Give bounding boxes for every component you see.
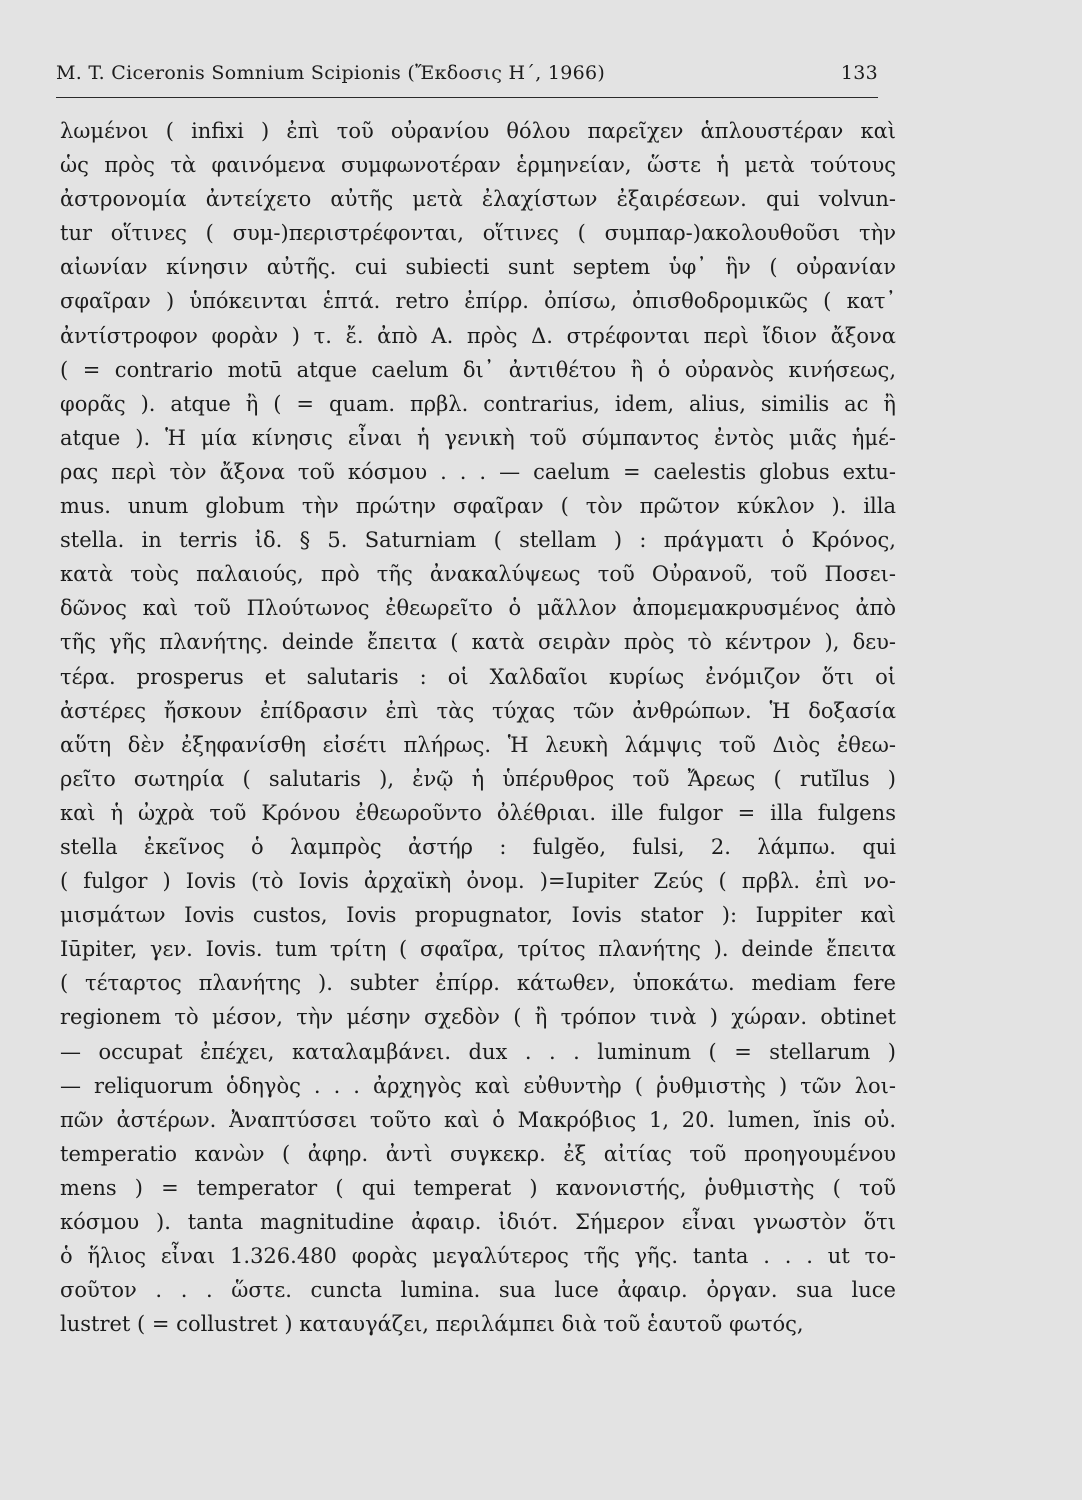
text-line: regionem τὸ μέσον, τὴν μέσην σχεδὸν ( ἢ τρόπον τινὰ ) χώραν. obtinet: [60, 1005, 896, 1030]
text-line: ὡς πρὸς τὰ φαινόμενα συμφωνοτέραν ἑρμηνείαν, ὥστε ἡ μετὰ τούτους: [60, 153, 896, 178]
text-line: — reliquorum ὁδηγὸς . . . ἀρχηγὸς καὶ εὐθυντὴρ ( ῥυθμιστὴς ) τῶν λοι-: [60, 1073, 896, 1098]
text-line: κόσμου ). tanta magnitudine ἀφαιρ. ἰδιότ. Σήμερον εἶναι γνωστὸν ὅτι: [60, 1210, 896, 1234]
header-rule: [56, 97, 878, 98]
text-line: Iūpiter, γεν. Iovis. tum τρίτη ( σφαῖρα, τρίτος πλανήτης ). deinde ἔπειτα: [60, 937, 896, 962]
text-line: μισμάτων Iovis custos, Iovis propugnator, Iovis stator ): Iuppiter καὶ: [60, 903, 896, 928]
text-line: stella. in terris ἰδ. § 5. Saturniam ( stellam ) : πράγματι ὁ Κρόνος,: [60, 528, 896, 553]
text-line: ἀστρονομία ἀντείχετο αὐτῆς μετὰ ἐλαχίστων ἐξαιρέσεων. qui volvun-: [60, 187, 896, 212]
running-head: [56, 62, 878, 92]
text-line: — occupat ἐπέχει, καταλαμβάνει. dux . . . luminum ( = stellarum ): [60, 1039, 896, 1064]
text-line: lustret ( = collustret ) καταυγάζει, περιλάμπει διὰ τοῦ ἑαυτοῦ φωτός,: [60, 1312, 804, 1337]
text-line: καὶ ἡ ὠχρὰ τοῦ Κρόνου ἐθεωροῦντο ὀλέθριαι. ille fulgor = illa fulgens: [60, 800, 896, 825]
text-line: δῶνος καὶ τοῦ Πλούτωνος ἐθεωρεῖτο ὁ μᾶλλον ἀπομεμακρυσμένος ἀπὸ: [60, 596, 896, 621]
text-line: ἀντίστροφον φορὰν ) τ. ἔ. ἀπὸ Α. πρὸς Δ. στρέφονται περὶ ἴδιον ἄξονα: [60, 323, 896, 348]
text-line: λωμένοι ( infixi ) ἐπὶ τοῦ οὐρανίου θόλου παρεῖχεν ἁπλουστέραν καὶ: [60, 119, 896, 143]
text-line: stella ἐκεῖνος ὁ λαμπρὸς ἀστήρ : fulgĕo, fulsi, 2. λάμπω. qui: [60, 834, 896, 859]
text-line: ( = contrario motū atque caelum δι᾽ ἀντιθέτου ἢ ὁ οὐρανὸς κινήσεως,: [60, 357, 896, 382]
text-line: mens ) = temperator ( qui temperat ) κανονιστής, ῥυθμιστὴς ( τοῦ: [60, 1175, 896, 1200]
text-line: κατὰ τοὺς παλαιούς, πρὸ τῆς ἀνακαλύψεως τοῦ Οὐρανοῦ, τοῦ Ποσει-: [60, 562, 896, 587]
text-line: ρεῖτο σωτηρία ( salutaris ), ἐνῷ ἡ ὑπέρυθρος τοῦ Ἄρεως ( rutĭlus ): [60, 766, 896, 791]
text-line: αὕτη δὲν ἐξηφανίσθη εἰσέτι πλήρως. Ἡ λευκὴ λάμψις τοῦ Διὸς ἐθεω-: [60, 732, 896, 757]
text-line: τέρα. prosperus et salutaris : οἱ Χαλδαῖοι κυρίως ἐνόμιζον ὅτι οἱ: [60, 664, 896, 689]
text-line: σοῦτον . . . ὥστε. cuncta lumina. sua luce ἀφαιρ. ὀργαν. sua luce: [60, 1278, 896, 1303]
text-line: temperatio κανὼν ( ἀφηρ. ἀντὶ συγκεκρ. ἐξ αἰτίας τοῦ προηγουμένου: [60, 1141, 896, 1166]
text-line: tur οἵτινες ( συμ-)περιστρέφονται, οἵτινες ( συμπαρ-)ακολουθοῦσι τὴν: [60, 221, 896, 246]
text-line: ἀστέρες ἤσκουν ἐπίδρασιν ἐπὶ τὰς τύχας τῶν ἀνθρώπων. Ἡ δοξασία: [60, 698, 896, 723]
text-line: atque ). Ἡ μία κίνησις εἶναι ἡ γενικὴ τοῦ σύμπαντος ἐντὸς μιᾶς ἡμέ-: [60, 425, 896, 450]
text-line: αἰωνίαν κίνησιν αὐτῆς. cui subiecti sunt septem ὑφ᾽ ἣν ( οὐρανίαν: [60, 255, 896, 280]
text-line: πῶν ἀστέρων. Ἀναπτύσσει τοῦτο καὶ ὁ Μακρόβιος 1, 20. lumen, ĭnis οὐ.: [60, 1107, 896, 1132]
text-line: ( τέταρτος πλανήτης ). subter ἐπίρρ. κάτωθεν, ὑποκάτω. mediam fere: [60, 971, 896, 996]
text-line: ρας περὶ τὸν ἄξονα τοῦ κόσμου . . . — caelum = caelestis globus extu-: [60, 459, 896, 484]
text-line: φορᾶς ). atque ἢ ( = quam. πρβλ. contrarius, idem, alius, similis ac ἢ: [60, 391, 896, 416]
text-line: mus. unum globum τὴν πρώτην σφαῖραν ( τὸν πρῶτον κύκλον ). illa: [60, 494, 896, 519]
page-number: 133: [840, 62, 878, 84]
text-line: ὁ ἥλιος εἶναι 1.326.480 φορὰς μεγαλύτερος τῆς γῆς. tanta . . . ut το-: [60, 1244, 896, 1269]
commentary-text: [60, 114, 896, 1341]
text-line: τῆς γῆς πλανήτης. deinde ἔπειτα ( κατὰ σειρὰν πρὸς τὸ κέντρον ), δευ-: [60, 630, 896, 655]
text-line: σφαῖραν ) ὑπόκεινται ἑπτά. retro ἐπίρρ. ὀπίσω, ὀπισθοδρομικῶς ( κατ᾽: [60, 289, 896, 314]
running-title: M. T. Ciceronis Somnium Scipionis (Ἔκδοσις Η΄, 1966): [56, 62, 606, 84]
text-line: ( fulgor ) Iovis (τὸ Iovis ἀρχαϊκὴ ὀνομ. )=Iupiter Ζεύς ( πρβλ. ἐπὶ νο-: [60, 869, 896, 894]
